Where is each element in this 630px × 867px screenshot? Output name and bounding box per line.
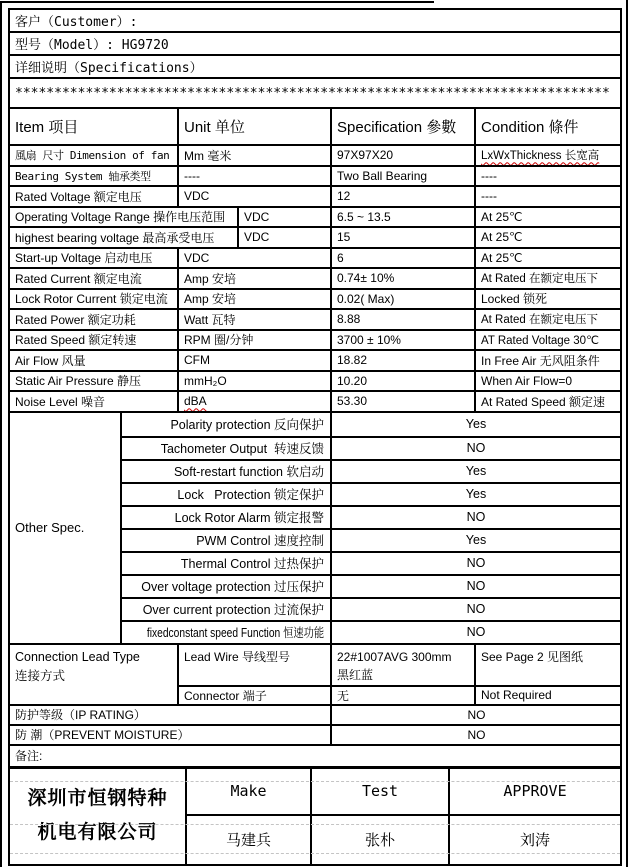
item-cell: Noise Level 噪音 (15, 394, 106, 409)
lead-wire-label: Lead Wire 导线型号 (177, 645, 330, 685)
unit-cell: ---- (177, 167, 330, 186)
page-edge-left (0, 1, 2, 867)
spec-cell: Two Ball Bearing (330, 167, 474, 186)
company-name (10, 769, 185, 864)
feature-label: Soft-restart function 软启动 (120, 461, 330, 482)
signature-name-row (185, 814, 620, 864)
feature-value: NO (330, 599, 620, 620)
approve-name: 刘涛 (448, 816, 620, 864)
test-name: 张朴 (310, 816, 448, 864)
moisture-value: NO (330, 726, 620, 744)
unit-cell: Mm 毫米 (177, 146, 330, 165)
feature-value: Yes (330, 413, 620, 436)
item-cell: Operating Voltage Range 操作电压范围 (15, 210, 226, 225)
feature-label: Thermal Control 过热保护 (120, 553, 330, 574)
remark-label: 备注: (15, 749, 43, 763)
unit-cell: CFM (177, 351, 330, 370)
customer-label: 客户（Customer）: (15, 15, 138, 30)
ip-rating-row (10, 704, 620, 724)
item-cell: Rated Voltage 额定电压 (15, 189, 142, 204)
lead-wire-row (177, 645, 620, 685)
connection-label-cn: 连接方式 (15, 668, 66, 683)
item-cell: 風扇 尺寸 Dimension of fan (15, 149, 170, 163)
item-cell: Lock Rotor Current 锁定电流 (15, 292, 168, 307)
condition-cell: At 25℃ (474, 228, 620, 247)
unit-cell (177, 392, 330, 411)
misspell-underline: dBA (184, 394, 207, 409)
spec-cell: 0.74± 10% (330, 269, 474, 288)
condition-cell: At Rated Speed 额定速 (474, 392, 620, 411)
spec-cell: 97X97X20 (330, 146, 474, 165)
feature-label: Tachometer Output 转速反馈 (120, 438, 330, 459)
table-row (10, 390, 620, 411)
feature-label (120, 622, 330, 643)
condition-cell: At Rated 在额定电压下 (474, 269, 620, 288)
page-edge-right (626, 0, 628, 867)
other-spec-row (120, 459, 620, 482)
header-spec: Specification 參數 (330, 109, 474, 144)
feature-label: Lock Protection 锁定保护 (120, 484, 330, 505)
feature-label: PWM Control 速度控制 (120, 530, 330, 551)
signature-title-row (185, 769, 620, 814)
make-name: 马建兵 (185, 816, 310, 864)
condition-cell: Locked 锁死 (474, 290, 620, 309)
moisture-label: 防 潮（PREVENT MOISTURE） (15, 728, 190, 742)
condition-cell (474, 146, 620, 165)
lead-wire-spec-line1: 22#1007AVG 300mm (337, 649, 452, 664)
make-title: Make (185, 769, 310, 814)
feature-value: NO (330, 576, 620, 597)
feature-value: Yes (330, 484, 620, 505)
connector-spec: 无 (330, 687, 474, 704)
model-row (10, 31, 620, 54)
feature-value: NO (330, 438, 620, 459)
item-cell: Rated Current 额定电流 (15, 271, 142, 286)
table-row (10, 206, 620, 227)
signature-section (10, 766, 620, 864)
item-cell: highest bearing voltage 最高承受电压 (15, 230, 215, 245)
other-spec-row (120, 436, 620, 459)
ip-rating-label: 防护等级（IP RATING） (15, 708, 146, 722)
table-row (10, 226, 620, 247)
table-row (10, 288, 620, 309)
header-unit: Unit 单位 (177, 109, 330, 144)
spec-cell: 3700 ± 10% (330, 331, 474, 350)
table-row (10, 308, 620, 329)
ip-rating-value: NO (330, 706, 620, 724)
condition-cell: At Rated 在额定电压下 (474, 310, 620, 329)
connection-item-cell (10, 645, 177, 704)
feature-label: Over current protection 过流保护 (120, 599, 330, 620)
company-name-line1: 深圳市恒钢特种 (27, 788, 168, 809)
item-cell: Rated Power 额定功耗 (15, 312, 136, 327)
feature-value: NO (330, 553, 620, 574)
table-row (10, 144, 620, 165)
spec-cell: 0.02( Max) (330, 290, 474, 309)
specifications-row (10, 54, 620, 77)
feature-label: Over voltage protection 过压保护 (120, 576, 330, 597)
unit-cell: Amp 安培 (177, 290, 330, 309)
item-cell: Air Flow 风量 (15, 353, 86, 368)
unit-cell: VDC (237, 228, 330, 247)
scan-gridline (10, 781, 620, 783)
spec-cell: 8.88 (330, 310, 474, 329)
item-cell: Rated Speed 额定转速 (15, 333, 137, 348)
condition-cell: ---- (474, 187, 620, 206)
misspell-underline: LxWxThickness 长宽高 (481, 150, 600, 163)
feature-value: Yes (330, 461, 620, 482)
unit-cell: mmH₂O (177, 372, 330, 391)
specifications-label: 详细说明（Specifications） (15, 61, 203, 76)
table-row (10, 349, 620, 370)
connector-condition: Not Required (474, 687, 620, 704)
connector-row (177, 685, 620, 704)
separator-row (10, 77, 620, 107)
condition-cell: At 25℃ (474, 249, 620, 268)
spec-cell: 12 (330, 187, 474, 206)
other-spec-row (120, 620, 620, 643)
separator-asterisks: **************************************************************************** (15, 85, 610, 101)
moisture-row (10, 724, 620, 744)
table-row (10, 165, 620, 186)
feature-label: Polarity protection 反向保护 (120, 413, 330, 436)
unit-cell: Amp 安培 (177, 269, 330, 288)
table-header-row (10, 107, 620, 144)
page-edge-top (0, 1, 434, 3)
other-spec-label: Other Spec. (15, 520, 85, 535)
company-name-line2: 机电有限公司 (37, 822, 158, 843)
approve-title: APPROVE (448, 769, 620, 814)
unit-cell: VDC (177, 187, 330, 206)
other-spec-row (120, 482, 620, 505)
spec-cell: 6.5 ~ 13.5 (330, 208, 474, 227)
connector-label: Connector 端子 (177, 687, 330, 704)
spec-document (8, 8, 622, 866)
other-spec-row (120, 528, 620, 551)
condition-cell: When Air Flow=0 (474, 372, 620, 391)
other-spec-row (120, 413, 620, 436)
spec-cell: 6 (330, 249, 474, 268)
unit-cell: Watt 瓦特 (177, 310, 330, 329)
spec-cell: 18.82 (330, 351, 474, 370)
remark-row (10, 744, 620, 766)
condition-cell: AT Rated Voltage 30℃ (474, 331, 620, 350)
feature-value: Yes (330, 530, 620, 551)
lead-wire-spec-line2: 黑红蓝 (337, 667, 374, 682)
header-condition: Condition 條件 (474, 109, 620, 144)
feature-label-text: fixedconstant speed Function 恒速功能 (146, 626, 324, 640)
lead-wire-condition: See Page 2 见图纸 (474, 645, 620, 685)
lead-wire-spec (330, 645, 474, 685)
unit-cell: VDC (177, 249, 330, 268)
condition-cell: In Free Air 无风阻条件 (474, 351, 620, 370)
spec-cell: 10.20 (330, 372, 474, 391)
connection-section (10, 643, 620, 704)
table-row (10, 185, 620, 206)
unit-cell: RPM 圈/分钟 (177, 331, 330, 350)
table-row (10, 247, 620, 268)
spec-cell: 15 (330, 228, 474, 247)
other-spec-section (10, 411, 620, 643)
test-title: Test (310, 769, 448, 814)
feature-value: NO (330, 622, 620, 643)
customer-row (10, 10, 620, 31)
other-spec-row (120, 574, 620, 597)
header-item: Item 项目 (15, 119, 79, 136)
item-cell: Static Air Pressure 静压 (15, 374, 142, 389)
item-cell: Bearing System 轴承类型 (15, 169, 151, 183)
connection-label-en: Connection Lead Type (15, 649, 140, 664)
feature-label: Lock Rotor Alarm 锁定报警 (120, 507, 330, 528)
scan-gridline (10, 824, 620, 826)
other-spec-row (120, 551, 620, 574)
table-row (10, 370, 620, 391)
model-label: 型号（Model）: HG9720 (15, 38, 169, 53)
other-spec-row (120, 597, 620, 620)
unit-cell: VDC (237, 208, 330, 227)
condition-cell: At 25℃ (474, 208, 620, 227)
other-spec-row (120, 505, 620, 528)
feature-value: NO (330, 507, 620, 528)
scan-gridline (10, 853, 620, 855)
table-row (10, 329, 620, 350)
condition-cell: ---- (474, 167, 620, 186)
spec-cell: 53.30 (330, 392, 474, 411)
table-row (10, 267, 620, 288)
item-cell: Start-up Voltage 启动电压 (15, 251, 153, 266)
